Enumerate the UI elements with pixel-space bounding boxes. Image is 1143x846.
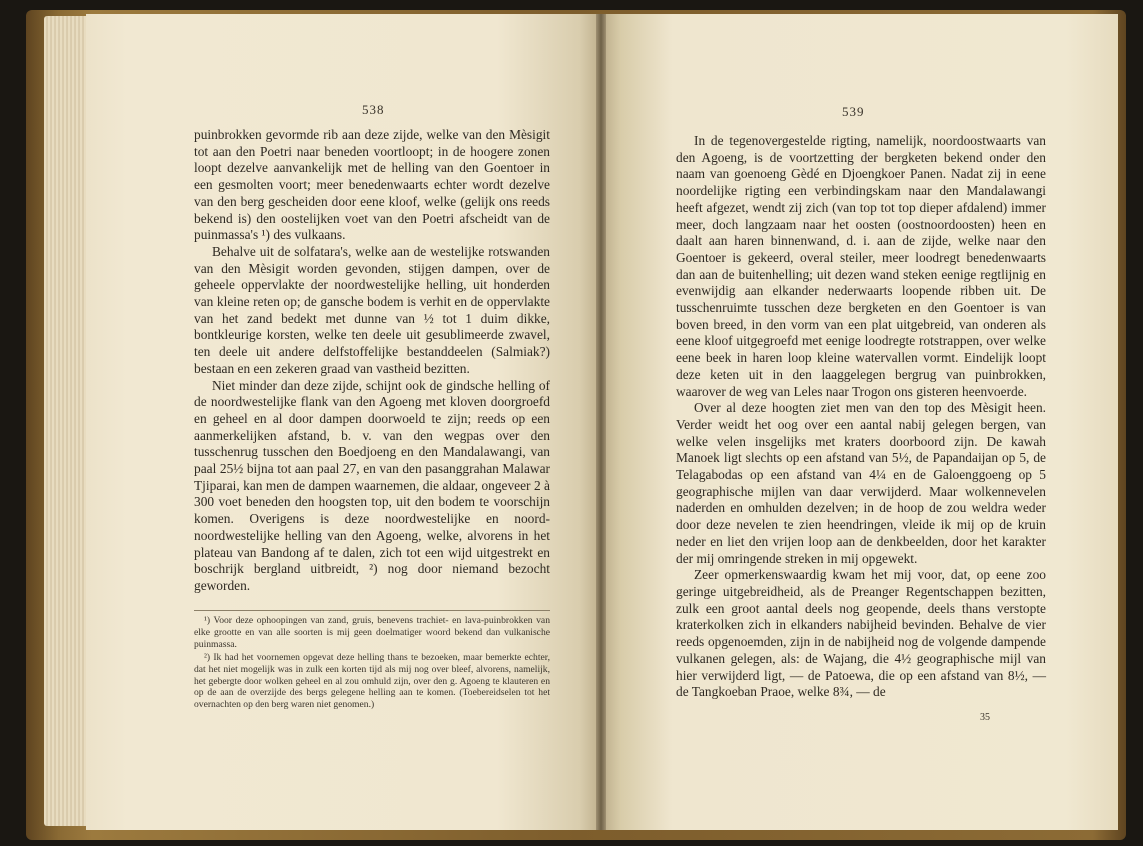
right-page (600, 14, 1118, 830)
footnote: ²) Ik had het voornemen opgevat deze helling thans te bezoeken, maar bemerkte echter, dat het niet mogelijk was in zulk een korten tijd als mij nog over bleef, alvorens, namelijk, het gebergte door wolken geheel en al zou omhuld zijn, over den g. Agoeng te klauteren en op de aan de overzijde des bergs gelegene helling aan te komen. (Toebereidselen tot het overnachten op den berg waren niet genomen.) (194, 651, 550, 711)
printer-signature: 35 (980, 712, 990, 723)
paragraph: Zeer opmerkenswaardig kwam het mij voor, dat, op eene zoo geringe uitgebreidheid, als de Preanger Regentschappen bezitten, zulk een groot aantal deels nog geopende, deels thans verstopte kraterkolken zich in elkanders nabijheid bevinden. Behalve de vier reeds opgenoemden, zijn in de nabijheid nog de volgende dampende vulkanen gelegen, als: de Wajang, die 4½ geographische mijl van hier verwijderd ligt, — de Patoewa, die op een afstand van 8½, — de Tangkoeban Praoe, welke 8¾, — de (676, 567, 1046, 700)
paragraph: Over al deze hoogten ziet men van den top des Mèsigit heen. Verder weidt het oog over een aantal nabij gelegen bergen, van welke velen insgelijks met kraters doorboord zijn. De kawah Manoek ligt slechts op een afstand van 5½, de Papandaijan op 5, de Telagabodas op een afstand van 4¼ en de Galoenggoeng op 5 geographische mijlen van daar verwijderd. Maar wolkennevelen naderden en omhulden dezelven; in de hoop de zou weldra weder door deze nevelen te zien heendringen, vleide ik mij op de kruin neder en liet den vrijen loop aan de denkbeelden, door het karakter der mij omringende streken in mij opgewekt. (676, 400, 1046, 566)
left-page (86, 14, 600, 830)
paragraph: In de tegenovergestelde rigting, namelijk, noordoostwaarts van den Agoeng, is de voortzetting der bergketen bekend onder den naam van goenoeng Gèdé en Djoengkoer Panen. Nadat zij in eene noordelijke rigting een verbindingskam naar den Mandalawangi heeft afgezet, wendt zij zich (van top tot top dieper afdalend) immer meer, doch langzaam naar het oosten (oostnoordoosten) heen en daalt aan haren binnenwand, d. i. aan de zijde, welke naar den Goentoer is gekeerd, overal steiler, meer loodregt benedenwaarts dan aan de buitenhelling; uit dezen wand steken eenige regtlijnig en evenwijdig aan elkander nederwaarts loopende ribben uit. De tusschenruimte tusschen deze bergketen en den Goentoer is van boven breed, in den vorm van een plat uitgebreid, van onderen als eene kloof uitgegroefd met eenige loodregte rotstrappen, over welke eene beek in haren loop kleine watervallen vormt. Eindelijk loopt deze keten uit in den laaggelegen bergrug van puinbrokken, waarover de weg van Leles naar Trogon ons gisteren heenvoerde. (676, 133, 1046, 399)
paragraph: puinbrokken gevormde rib aan deze zijde, welke van den Mèsigit tot aan den Poetri naar beneden voortloopt; in de hoogere zonen loopt dezelve aanvankelijk met de helling van den Goentoer in een gesmolten voort; meer benedenwaarts echter wordt dezelve van den berg gescheiden door eene kloof, welke (gelijk ons reeds bekend is) den oostelijken voet van den Poetri afscheidt van de puinmassa's ¹) des vulkaans. (194, 127, 550, 243)
body-text (194, 127, 550, 595)
paragraph: Niet minder dan deze zijde, schijnt ook de gindsche helling of de noordwestelijke flank van den Agoeng met kloven doorgroefd en geheel en al door dampen doorwoeld te zijn; reeds op een aanmerkelijken afstand, b. v. van den wegpas over den tusschenrug tusschen den Boedjoeng en den Mandalawangi, van paal 25½ bijna tot aan paal 27, en van den pasanggrahan Malawar Tjiparai, kan men de dampen waarnemen, die aldaar, ongeveer 2 à 300 voet beneden den hoogsten top, uit den bodem te voorschijn komen. Overigens is deze noordwestelijke en noord-noordwestelijke helling van den Agoeng, welke, alvorens in het plateau van Bandong af te dalen, zich tot een wijd uitgestrekt en boschrijk bergland uitbreidt, ²) nog door niemand bezocht geworden. (194, 377, 550, 593)
paragraph: Behalve uit de solfatara's, welke aan de westelijke rotswanden van den Mèsigit worden gevonden, stijgen dampen, over de geheele oppervlakte der noordwestelijke helling, uit honderden van kleine reten op; de gansche bodem is verhit en de oppervlakte van het zand bedekt met dunne van ½ tot 1 duim dikke, bontkleurige korsten, welke ten deele uit gesublimeerde zwavel, ten deele uit andere delfstoffelijke bestanddeelen (Salmiak?) bestaan en een zekeren graad van vastheid bezitten. (194, 243, 550, 376)
book-gutter (596, 14, 606, 830)
page-edges (44, 16, 90, 826)
page-number: 539 (842, 104, 865, 119)
footnote: ¹) Voor deze ophoopingen van zand, gruis, benevens trachiet- en lava-puinbrokken van elke grootte en van alle soorten is mij geen doelmatiger woord bekend dan vulkanische puinmassa. (194, 615, 550, 650)
page-number: 538 (362, 102, 385, 117)
body-text (676, 133, 1046, 701)
footnotes (194, 610, 550, 712)
